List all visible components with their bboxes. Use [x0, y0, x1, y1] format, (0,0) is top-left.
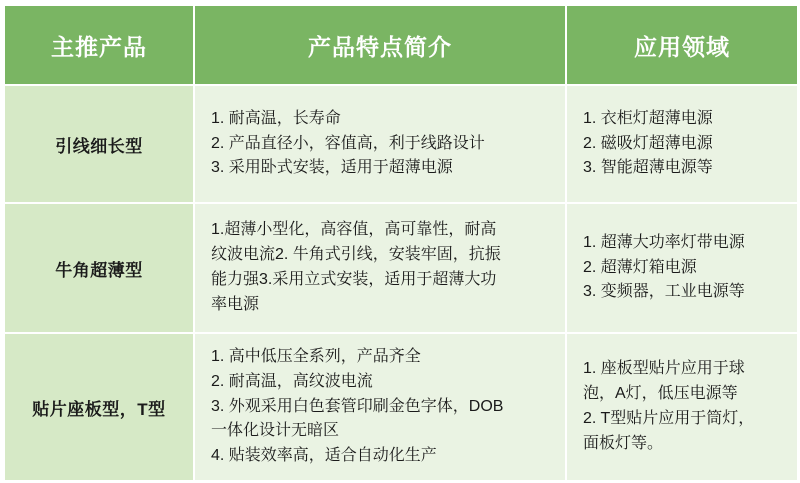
feature-line: 一体化设计无暗区 — [211, 422, 340, 440]
column-header-applications: 应用领域 — [566, 5, 798, 85]
product-applications-cell — [566, 203, 798, 333]
product-applications-cell — [566, 85, 798, 203]
product-name-cell: 牛角超薄型 — [4, 203, 194, 333]
application-line: 1. 超薄大功率灯带电源 — [583, 233, 745, 251]
feature-line: 3. 外观采用白色套管印刷金色字体，DOB — [211, 397, 504, 415]
application-line: 泡，A灯，低压电源等 — [583, 385, 738, 403]
product-table — [3, 4, 799, 482]
application-line: 1. 衣柜灯超薄电源 — [583, 109, 713, 127]
table-header — [4, 5, 798, 85]
application-line: 1. 座板型贴片应用于球 — [583, 360, 745, 378]
product-features-cell — [194, 85, 566, 203]
product-features-cell — [194, 203, 566, 333]
column-header-features: 产品特点简介 — [194, 5, 566, 85]
application-line: 3. 变频器，工业电源等 — [583, 283, 745, 301]
feature-line: 率电源 — [211, 295, 260, 313]
feature-line: 3. 采用卧式安装，适用于超薄电源 — [211, 159, 453, 177]
feature-line: 1. 高中低压全系列，产品齐全 — [211, 348, 421, 365]
product-name-cell: 贴片座板型，T型 — [4, 333, 194, 481]
feature-line: 能力强3.采用立式安装，适用于超薄大功 — [211, 271, 497, 288]
feature-line: 1. 耐高温，长寿命 — [211, 109, 341, 127]
feature-line: 2. 耐高温，高纹波电流 — [211, 372, 373, 390]
table-row — [4, 203, 798, 333]
feature-line: 2. 产品直径小，容值高，利于线路设计 — [211, 134, 485, 152]
feature-line: 1.超薄小型化，高容值，高可靠性，耐高 — [211, 221, 497, 239]
table-row — [4, 85, 798, 203]
product-name-cell: 引线细长型 — [4, 85, 194, 203]
feature-line: 4. 贴装效率高，适合自动化生产 — [211, 447, 437, 465]
application-line: 面板灯等。 — [583, 434, 664, 452]
application-line: 2. T型贴片应用于筒灯， — [583, 410, 755, 427]
column-header-product: 主推产品 — [4, 5, 194, 85]
application-line: 3. 智能超薄电源等 — [583, 159, 713, 177]
table-body — [4, 85, 798, 481]
product-features-cell — [194, 333, 566, 481]
feature-line: 纹波电流2. 牛角式引线，安装牢固，抗振 — [211, 246, 501, 264]
table-row — [4, 333, 798, 481]
application-line: 2. 超薄灯箱电源 — [583, 258, 697, 276]
application-line: 2. 磁吸灯超薄电源 — [583, 134, 713, 152]
table-header-row — [4, 5, 798, 85]
product-applications-cell — [566, 333, 798, 481]
